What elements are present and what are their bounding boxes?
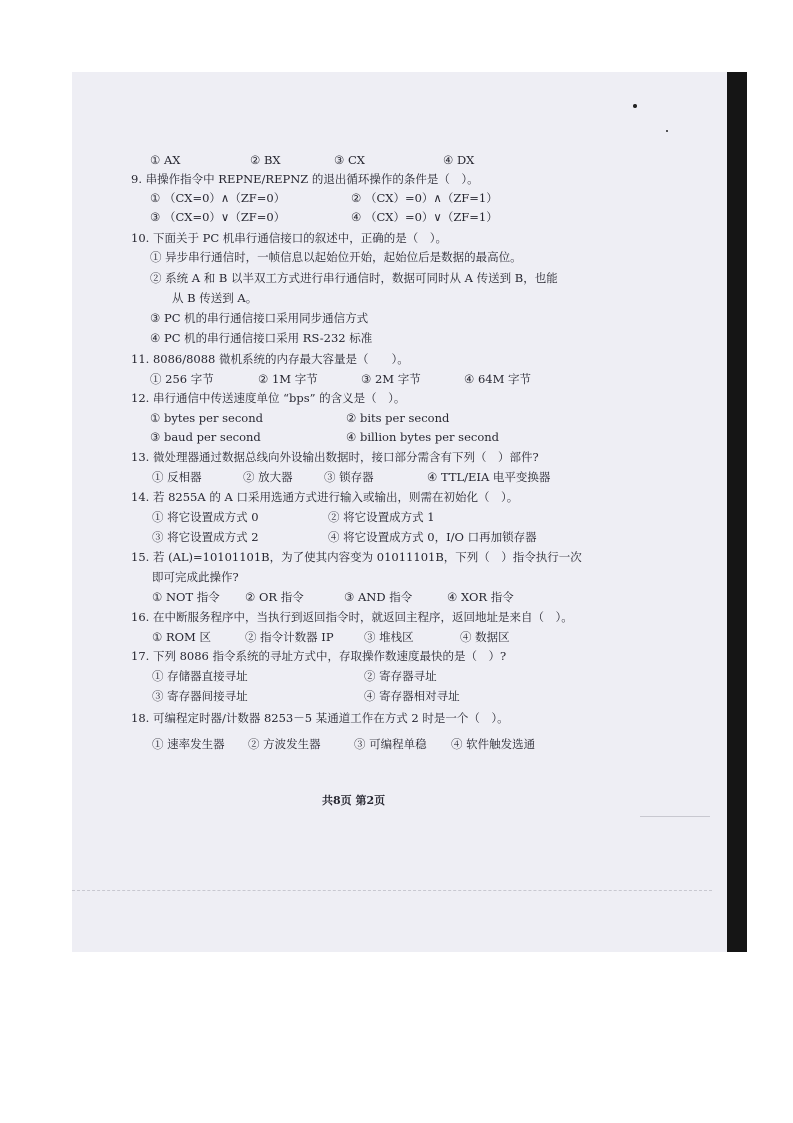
q16-stem: 16. 在中断服务程序中，当执行到返回指令时，就返回主程序，返回地址是来自（ ）。 <box>131 610 573 624</box>
q12-option-d: ④ billion bytes per second <box>346 430 500 444</box>
q9-option-c: ③ （CX=0）∨（ZF=0） <box>150 210 286 224</box>
q14-option-b: ② 将它设置成方式 1 <box>328 510 435 524</box>
q11-stem: 11. 8086/8088 微机系统的内存最大容量是（ ）。 <box>131 352 409 366</box>
q17-option-a: ① 存储器直接寻址 <box>152 669 248 683</box>
q18-stem: 18. 可编程定时器/计数器 8253－5 某通道工作在方式 2 时是一个（ ）。 <box>131 711 509 725</box>
q18-option-a: ① 速率发生器 <box>152 737 225 751</box>
q12-option-a: ① bytes per second <box>150 411 263 425</box>
q10-option-b: ② 系统 A 和 B 以半双工方式进行串行通信时，数据可同时从 A 传送到 B，也能 <box>150 271 558 285</box>
q12-option-b: ② bits per second <box>346 411 450 425</box>
q10-option-c: ③ PC 机的串行通信接口采用同步通信方式 <box>150 311 369 325</box>
q10-stem: 10. 下面关于 PC 机串行通信接口的叙述中，正确的是（ ）。 <box>131 231 448 245</box>
q11-option-c: ③ 2M 字节 <box>361 372 421 386</box>
q13-option-a: ① 反相器 <box>152 470 202 484</box>
scan-speck <box>666 130 668 132</box>
q14-option-d: ④ 将它设置成方式 0，I/O 口再加锁存器 <box>328 530 537 544</box>
q15-option-a: ① NOT 指令 <box>152 590 220 604</box>
q12-option-c: ③ baud per second <box>150 430 261 444</box>
page-footer: 共8页 第2页 <box>322 794 386 807</box>
q13-stem: 13. 微处理器通过数据总线向外设输出数据时，接口部分需含有下列（ ）部件? <box>131 450 539 464</box>
q10-option-a: ① 异步串行通信时，一帧信息以起始位开始，起始位后是数据的最高位。 <box>150 250 522 264</box>
q15-stem-cont: 即可完成此操作? <box>152 570 239 584</box>
q16-option-b: ② 指令计数器 IP <box>245 630 334 644</box>
scan-dashed-line <box>72 890 712 891</box>
q10-option-d: ④ PC 机的串行通信接口采用 RS-232 标准 <box>150 331 373 345</box>
q15-option-c: ③ AND 指令 <box>344 590 413 604</box>
q8-option-d: ④ DX <box>443 153 475 167</box>
q10-option-b-cont: 从 B 传送到 A。 <box>172 291 258 305</box>
q9-option-b: ② （CX）=0）∧（ZF=1） <box>351 191 498 205</box>
q14-option-a: ① 将它设置成方式 0 <box>152 510 259 524</box>
q9-stem: 9. 串操作指令中 REPNE/REPNZ 的退出循环操作的条件是（ ）。 <box>131 172 479 186</box>
q13-option-d: ④ TTL/EIA 电平变换器 <box>427 470 551 484</box>
q17-option-b: ② 寄存器寻址 <box>364 669 437 683</box>
q17-stem: 17. 下列 8086 指令系统的寻址方式中，存取操作数速度最快的是（ ）? <box>131 649 507 663</box>
q17-option-c: ③ 寄存器间接寻址 <box>152 689 248 703</box>
q18-option-b: ② 方波发生器 <box>248 737 321 751</box>
q14-stem: 14. 若 8255A 的 A 口采用选通方式进行输入或输出，则需在初始化（ ）。 <box>131 490 519 504</box>
q11-option-d: ④ 64M 字节 <box>464 372 532 386</box>
q16-option-c: ③ 堆栈区 <box>364 630 414 644</box>
q15-stem: 15. 若 (AL)=10101101B，为了使其内容变为 01011101B，下列（ ）指令执行一次 <box>131 550 582 564</box>
q18-option-d: ④ 软件触发选通 <box>451 737 536 751</box>
q9-option-a: ① （CX=0）∧（ZF=0） <box>150 191 286 205</box>
q12-stem: 12. 串行通信中传送速度单位 “bps” 的含义是（ ）。 <box>131 391 406 405</box>
q14-option-c: ③ 将它设置成方式 2 <box>152 530 259 544</box>
q8-option-c: ③ CX <box>334 153 365 167</box>
scan-rule-line <box>640 816 710 817</box>
q11-option-a: ① 256 字节 <box>150 372 214 386</box>
q16-option-d: ④ 数据区 <box>460 630 510 644</box>
q15-option-d: ④ XOR 指令 <box>447 590 514 604</box>
q13-option-c: ③ 锁存器 <box>324 470 374 484</box>
q18-option-c: ③ 可编程单稳 <box>354 737 427 751</box>
q8-option-a: ① AX <box>150 153 181 167</box>
q16-option-a: ① ROM 区 <box>152 630 211 644</box>
q13-option-b: ② 放大器 <box>243 470 293 484</box>
scan-speck <box>633 104 637 108</box>
q9-option-d: ④ （CX）=0）∨（ZF=1） <box>351 210 498 224</box>
scan-edge-shadow <box>727 72 747 952</box>
q11-option-b: ② 1M 字节 <box>258 372 318 386</box>
q17-option-d: ④ 寄存器相对寻址 <box>364 689 460 703</box>
q8-option-b: ② BX <box>250 153 281 167</box>
q15-option-b: ② OR 指令 <box>245 590 304 604</box>
